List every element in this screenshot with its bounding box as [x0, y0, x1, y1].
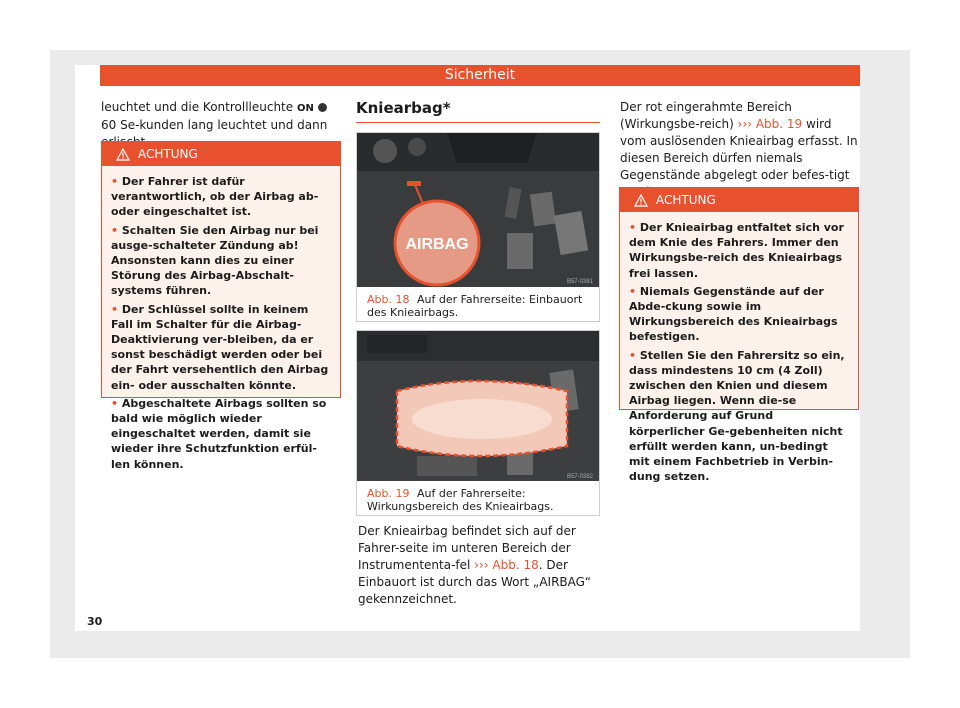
figure-18: [356, 132, 600, 322]
warning-header: [620, 188, 858, 212]
airbag-on-indicator-icon: ON: [296, 103, 314, 114]
warning-list: [102, 166, 340, 483]
warning-title: ACHTUNG: [138, 147, 198, 161]
knee-airbag-location-image: [357, 133, 599, 287]
warning-item: • Der Schlüssel sollte in keinem Fall im Schalter für die Airbag-Deaktivierung ver-bleiben, da er sonst beschädigt werden oder bei der Fahrt versehentlich den Airbag ein- oder ausschalten könnte.: [111, 302, 329, 392]
area-paragraph: Der rot eingerahmte Bereich (Wirkungsbe-reich) ››› Abb. 19 wird vom auslösenden Knieairbag erfasst. In diesen Bereich dürfen niemals Gegenstände abgelegt oder befes-tigt: [620, 100, 858, 182]
figure-19: [356, 330, 600, 516]
page-number: 30: [87, 615, 103, 628]
figure-caption: [357, 287, 599, 327]
right-column: [620, 99, 860, 201]
bullet-icon: •: [111, 396, 122, 410]
warning-box-left: [101, 141, 341, 471]
airbag-label: AIRBAG: [405, 236, 469, 253]
warning-item: • Der Knieairbag entfaltet sich vor dem Knie des Fahrers. Immer den Wirkungsbe-reich des Knieairbags frei lassen.: [629, 221, 844, 280]
warning-item: • Schalten Sie den Airbag nur bei ausge-schalteter Zündung ab! Ansonsten kann dies zu einer Störung des Airbag-Abschalt-systems führen.: [111, 223, 319, 298]
bullet-icon: •: [111, 302, 122, 316]
warning-item: • Niemals Gegenstände auf der Abde-ckung sowie im Wirkungsbereich des Knieairbags befestigen.: [629, 284, 838, 344]
warning-item: • Abgeschaltete Airbags sollten so bald wie möglich wieder eingeschaltet werden, damit sie wieder ihre Schutzfunktion erfül-len können.: [111, 396, 327, 471]
section-banner: Sicherheit: [100, 65, 860, 86]
figure-code: B57-0382: [566, 474, 593, 480]
middle-text: [358, 523, 598, 608]
knee-airbag-area-image: [357, 331, 599, 481]
figure-label: Abb. 19: [367, 487, 410, 500]
intro-text-1: leuchtet und die Kontrollleuchte: [101, 100, 294, 114]
figure-reference-link[interactable]: ››› Abb. 18: [474, 558, 539, 572]
figure-label: Abb. 18: [367, 293, 410, 306]
bullet-icon: •: [629, 348, 640, 362]
bullet-icon: •: [111, 175, 122, 188]
warning-item: • Der Fahrer ist dafür verantwortlich, ob der Airbag ab- oder eingeschaltet ist.: [111, 175, 319, 219]
warning-title: ACHTUNG: [656, 193, 716, 207]
warning-item: • Stellen Sie den Fahrersitz so ein, dass mindestens 10 cm (4 Zoll) zwischen den Knien und diesem Airbag liegen. Wenn die-se Anforderung auf Grund körperlicher Ge-gebenheiten nicht erfüllt werden kann, un-bedingt mit einem Fachbetrieb in Verbin-dung setzen.: [629, 348, 845, 484]
warning-box-right: [619, 187, 859, 484]
figure-caption-text: Auf der Fahrerseite: Einbauort des Knieairbags.: [367, 293, 583, 319]
intro-text-2: 60 Se-kunden lang leuchtet und dann: [101, 118, 328, 132]
passenger-airbag-icon: [318, 103, 327, 112]
bullet-icon: •: [629, 284, 640, 298]
warning-triangle-icon: [634, 194, 648, 207]
warning-triangle-icon: [116, 148, 130, 161]
bullet-icon: •: [629, 221, 640, 234]
figure-code: B57-0381: [566, 279, 593, 285]
bullet-icon: •: [111, 223, 122, 237]
warning-header: [102, 142, 340, 166]
figure-caption-text: Auf der Fahrerseite: Wirkungsbereich des Knieairbags.: [367, 487, 554, 513]
section-title: Kniearbag*: [356, 99, 600, 123]
figure-reference-link[interactable]: ››› Abb. 19: [737, 117, 803, 131]
knee-airbag-paragraph: Der Knieairbag befindet sich auf der Fahrer-seite im unteren Bereich der Instrumententa-fel ››› Abb. 18. Der Einbauort ist durch das Wort „AIRBAG“ gekennzeichnet.: [358, 524, 591, 606]
warning-list: [620, 212, 858, 495]
figure-caption: [357, 481, 599, 521]
